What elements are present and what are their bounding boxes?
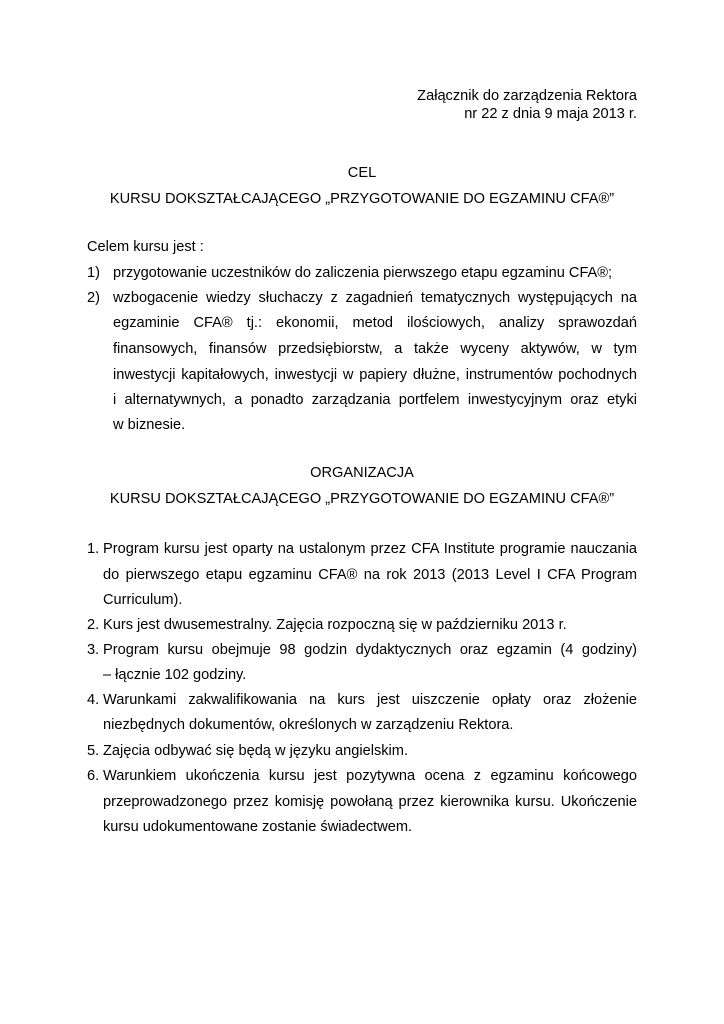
section2-item5-number: 5. xyxy=(87,743,100,759)
section1-subheading: KURSU DOKSZTAŁCAJĄCEGO „PRZYGOTOWANIE DO EGZAMINU CFA®” xyxy=(109,191,615,207)
section1-heading: CEL xyxy=(347,165,377,181)
section1-item2-line1: wzbogacenie wiedzy słuchaczy z zagadnień tematycznych występujących na xyxy=(113,290,637,306)
section1-item1-number: 1) xyxy=(87,265,100,281)
section2-item3-line2: – łącznie 102 godziny. xyxy=(103,667,247,683)
annex-reference-line2: nr 22 z dnia 9 maja 2013 r. xyxy=(464,106,637,122)
section1-item2-line5: i alternatywnych, a ponadto zarządzania portfelem inwestycyjnym oraz etyki xyxy=(113,392,637,408)
annex-reference-line1: Załącznik do zarządzenia Rektora xyxy=(417,88,637,104)
section2-item2-number: 2. xyxy=(87,617,100,633)
section2-heading: ORGANIZACJA xyxy=(310,465,414,481)
section2-item1-line2: do pierwszego etapu egzaminu CFA® na rok 2013 (2013 Level I CFA Program xyxy=(103,567,637,583)
section2-item1-line1: Program kursu jest oparty na ustalonym przez CFA Institute programie nauczania xyxy=(103,541,637,557)
section2-item4-line1: Warunkami zakwalifikowania na kurs jest uiszczenie opłaty oraz złożenie xyxy=(103,692,637,708)
section1-item2-line2: egzaminie CFA® tj.: ekonomii, metod ilościowych, analizy sprawozdań xyxy=(113,315,637,331)
section1-intro: Celem kursu jest : xyxy=(87,239,204,255)
section2-item4-number: 4. xyxy=(87,692,100,708)
section2-item1-number: 1. xyxy=(87,541,100,557)
section2-subheading: KURSU DOKSZTAŁCAJĄCEGO „PRZYGOTOWANIE DO EGZAMINU CFA®” xyxy=(109,491,615,507)
section2-item6-line2: przeprowadzonego przez komisję powołaną przez kierownika kursu. Ukończenie xyxy=(103,794,637,810)
section2-item4-line2: niezbędnych dokumentów, określonych w zarządzeniu Rektora. xyxy=(103,717,514,733)
section2-item2-line1: Kurs jest dwusemestralny. Zajęcia rozpoczną się w październiku 2013 r. xyxy=(103,617,567,633)
section2-item6-line3: kursu udokumentowane zostanie świadectwem. xyxy=(103,819,413,835)
section1-item2-number: 2) xyxy=(87,290,100,306)
section1-item2-line3: finansowych, finansów przedsiębiorstw, a także wyceny aktywów, w tym xyxy=(113,341,637,357)
section2-item6-line1: Warunkiem ukończenia kursu jest pozytywna ocena z egzaminu końcowego xyxy=(103,768,637,784)
section2-item5-line1: Zajęcia odbywać się będą w języku angielskim. xyxy=(103,743,408,759)
section2-item6-number: 6. xyxy=(87,768,100,784)
section2-item3-number: 3. xyxy=(87,642,100,658)
section2-item1-line3: Curriculum). xyxy=(103,592,183,608)
section1-item1-line1: przygotowanie uczestników do zaliczenia pierwszego etapu egzaminu CFA®; xyxy=(113,265,613,281)
section1-item2-line6: w biznesie. xyxy=(113,417,186,433)
section1-item2-line4: inwestycji kapitałowych, inwestycji w papiery dłużne, instrumentów pochodnych xyxy=(113,367,637,383)
section2-item3-line1: Program kursu obejmuje 98 godzin dydaktycznych oraz egzamin (4 godziny) xyxy=(103,642,637,658)
